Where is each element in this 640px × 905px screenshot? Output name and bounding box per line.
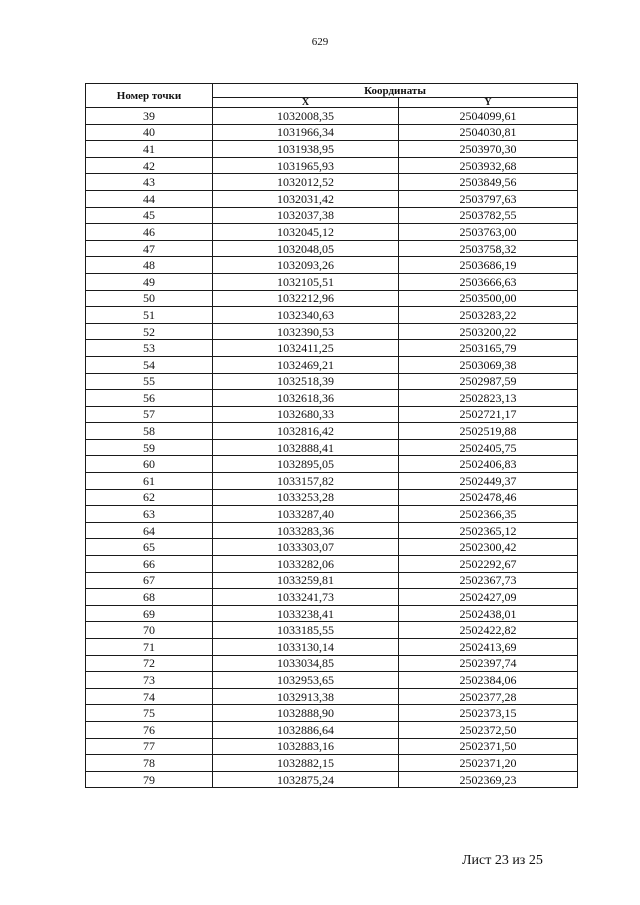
table-row xyxy=(86,738,578,755)
x-coordinate-cell: 1033253,28 xyxy=(213,489,399,506)
y-coordinate-cell: 2502519,88 xyxy=(399,423,578,440)
table-row xyxy=(86,224,578,241)
x-coordinate-cell: 1032518,39 xyxy=(213,373,399,390)
x-coordinate-cell: 1032411,25 xyxy=(213,340,399,357)
y-coordinate-cell: 2503797,63 xyxy=(399,190,578,207)
table-row xyxy=(86,556,578,573)
point-number-cell: 76 xyxy=(86,721,213,738)
table-row xyxy=(86,506,578,523)
table-row xyxy=(86,522,578,539)
table-row xyxy=(86,108,578,125)
x-coordinate-cell: 1031966,34 xyxy=(213,124,399,141)
x-coordinate-cell: 1032048,05 xyxy=(213,240,399,257)
y-coordinate-cell: 2502369,23 xyxy=(399,771,578,788)
table-row xyxy=(86,406,578,423)
x-coordinate-cell: 1033287,40 xyxy=(213,506,399,523)
x-coordinate-cell: 1032469,21 xyxy=(213,356,399,373)
point-number-cell: 62 xyxy=(86,489,213,506)
x-coordinate-cell: 1032031,42 xyxy=(213,190,399,207)
table-row xyxy=(86,688,578,705)
y-coordinate-cell: 2502366,35 xyxy=(399,506,578,523)
point-number-cell: 63 xyxy=(86,506,213,523)
y-coordinate-cell: 2502292,67 xyxy=(399,556,578,573)
table-row xyxy=(86,423,578,440)
x-coordinate-cell: 1032618,36 xyxy=(213,390,399,407)
table-row xyxy=(86,157,578,174)
x-coordinate-cell: 1032340,63 xyxy=(213,307,399,324)
table-row xyxy=(86,290,578,307)
table-row xyxy=(86,207,578,224)
y-coordinate-cell: 2502405,75 xyxy=(399,439,578,456)
header-point-number: Номер точки xyxy=(86,84,213,108)
table-row xyxy=(86,124,578,141)
point-number-cell: 60 xyxy=(86,456,213,473)
x-coordinate-cell: 1032390,53 xyxy=(213,323,399,340)
table-row xyxy=(86,539,578,556)
x-coordinate-cell: 1032212,96 xyxy=(213,290,399,307)
y-coordinate-cell: 2502449,37 xyxy=(399,473,578,490)
point-number-cell: 51 xyxy=(86,307,213,324)
table-row xyxy=(86,456,578,473)
x-coordinate-cell: 1033259,81 xyxy=(213,572,399,589)
y-coordinate-cell: 2503200,22 xyxy=(399,323,578,340)
y-coordinate-cell: 2503666,63 xyxy=(399,273,578,290)
header-x: X xyxy=(213,98,399,108)
table-row xyxy=(86,672,578,689)
point-number-cell: 75 xyxy=(86,705,213,722)
x-coordinate-cell: 1032953,65 xyxy=(213,672,399,689)
y-coordinate-cell: 2502377,28 xyxy=(399,688,578,705)
y-coordinate-cell: 2502367,73 xyxy=(399,572,578,589)
page-number: 629 xyxy=(311,36,329,48)
y-coordinate-cell: 2502406,83 xyxy=(399,456,578,473)
x-coordinate-cell: 1032093,26 xyxy=(213,257,399,274)
point-number-cell: 55 xyxy=(86,373,213,390)
x-coordinate-cell: 1032105,51 xyxy=(213,273,399,290)
table-row xyxy=(86,489,578,506)
point-number-cell: 79 xyxy=(86,771,213,788)
y-coordinate-cell: 2503069,38 xyxy=(399,356,578,373)
x-coordinate-cell: 1033238,41 xyxy=(213,605,399,622)
point-number-cell: 65 xyxy=(86,539,213,556)
y-coordinate-cell: 2502413,69 xyxy=(399,639,578,656)
header-y: Y xyxy=(399,98,578,108)
y-coordinate-cell: 2502373,15 xyxy=(399,705,578,722)
x-coordinate-cell: 1033241,73 xyxy=(213,589,399,606)
y-coordinate-cell: 2504030,81 xyxy=(399,124,578,141)
y-coordinate-cell: 2502397,74 xyxy=(399,655,578,672)
y-coordinate-cell: 2502823,13 xyxy=(399,390,578,407)
table-row xyxy=(86,307,578,324)
point-number-cell: 78 xyxy=(86,755,213,772)
y-coordinate-cell: 2502371,20 xyxy=(399,755,578,772)
x-coordinate-cell: 1031965,93 xyxy=(213,157,399,174)
x-coordinate-cell: 1033282,06 xyxy=(213,556,399,573)
y-coordinate-cell: 2503686,19 xyxy=(399,257,578,274)
y-coordinate-cell: 2503932,68 xyxy=(399,157,578,174)
point-number-cell: 40 xyxy=(86,124,213,141)
point-number-cell: 71 xyxy=(86,639,213,656)
x-coordinate-cell: 1033034,85 xyxy=(213,655,399,672)
table-row xyxy=(86,340,578,357)
table-row xyxy=(86,174,578,191)
table-row xyxy=(86,356,578,373)
y-coordinate-cell: 2502987,59 xyxy=(399,373,578,390)
y-coordinate-cell: 2503500,00 xyxy=(399,290,578,307)
y-coordinate-cell: 2502372,50 xyxy=(399,721,578,738)
x-coordinate-cell: 1032888,90 xyxy=(213,705,399,722)
point-number-cell: 47 xyxy=(86,240,213,257)
x-coordinate-cell: 1033130,14 xyxy=(213,639,399,656)
table-row xyxy=(86,439,578,456)
x-coordinate-cell: 1033283,36 xyxy=(213,522,399,539)
table-body xyxy=(86,108,578,788)
y-coordinate-cell: 2503970,30 xyxy=(399,141,578,158)
table-row xyxy=(86,390,578,407)
y-coordinate-cell: 2502427,09 xyxy=(399,589,578,606)
header-coordinates: Координаты xyxy=(213,84,578,98)
y-coordinate-cell: 2503283,22 xyxy=(399,307,578,324)
x-coordinate-cell: 1032886,64 xyxy=(213,721,399,738)
point-number-cell: 39 xyxy=(86,108,213,125)
table-row xyxy=(86,589,578,606)
table-row xyxy=(86,572,578,589)
table-row xyxy=(86,273,578,290)
table-row xyxy=(86,257,578,274)
table-row xyxy=(86,605,578,622)
table-row xyxy=(86,622,578,639)
point-number-cell: 77 xyxy=(86,738,213,755)
point-number-cell: 46 xyxy=(86,224,213,241)
point-number-cell: 69 xyxy=(86,605,213,622)
table-row xyxy=(86,755,578,772)
point-number-cell: 45 xyxy=(86,207,213,224)
x-coordinate-cell: 1033185,55 xyxy=(213,622,399,639)
point-number-cell: 61 xyxy=(86,473,213,490)
y-coordinate-cell: 2503758,32 xyxy=(399,240,578,257)
x-coordinate-cell: 1032882,15 xyxy=(213,755,399,772)
x-coordinate-cell: 1032037,38 xyxy=(213,207,399,224)
point-number-cell: 68 xyxy=(86,589,213,606)
point-number-cell: 72 xyxy=(86,655,213,672)
x-coordinate-cell: 1032888,41 xyxy=(213,439,399,456)
y-coordinate-cell: 2502365,12 xyxy=(399,522,578,539)
table-row xyxy=(86,705,578,722)
point-number-cell: 64 xyxy=(86,522,213,539)
table-row xyxy=(86,721,578,738)
point-number-cell: 41 xyxy=(86,141,213,158)
point-number-cell: 43 xyxy=(86,174,213,191)
table-row xyxy=(86,190,578,207)
point-number-cell: 53 xyxy=(86,340,213,357)
point-number-cell: 67 xyxy=(86,572,213,589)
x-coordinate-cell: 1032883,16 xyxy=(213,738,399,755)
table-row xyxy=(86,240,578,257)
sheet-counter: Лист 23 из 25 xyxy=(462,853,543,868)
y-coordinate-cell: 2503763,00 xyxy=(399,224,578,241)
point-number-cell: 48 xyxy=(86,257,213,274)
x-coordinate-cell: 1032913,38 xyxy=(213,688,399,705)
point-number-cell: 42 xyxy=(86,157,213,174)
x-coordinate-cell: 1033157,82 xyxy=(213,473,399,490)
table-row xyxy=(86,323,578,340)
y-coordinate-cell: 2502384,06 xyxy=(399,672,578,689)
y-coordinate-cell: 2502300,42 xyxy=(399,539,578,556)
y-coordinate-cell: 2503782,55 xyxy=(399,207,578,224)
point-number-cell: 57 xyxy=(86,406,213,423)
y-coordinate-cell: 2502478,46 xyxy=(399,489,578,506)
x-coordinate-cell: 1033303,07 xyxy=(213,539,399,556)
point-number-cell: 56 xyxy=(86,390,213,407)
y-coordinate-cell: 2503849,56 xyxy=(399,174,578,191)
table-row xyxy=(86,655,578,672)
point-number-cell: 66 xyxy=(86,556,213,573)
point-number-cell: 70 xyxy=(86,622,213,639)
point-number-cell: 44 xyxy=(86,190,213,207)
y-coordinate-cell: 2502371,50 xyxy=(399,738,578,755)
y-coordinate-cell: 2502438,01 xyxy=(399,605,578,622)
table-row xyxy=(86,373,578,390)
x-coordinate-cell: 1031938,95 xyxy=(213,141,399,158)
x-coordinate-cell: 1032012,52 xyxy=(213,174,399,191)
point-number-cell: 54 xyxy=(86,356,213,373)
point-number-cell: 49 xyxy=(86,273,213,290)
table-row xyxy=(86,141,578,158)
point-number-cell: 58 xyxy=(86,423,213,440)
x-coordinate-cell: 1032045,12 xyxy=(213,224,399,241)
table-row xyxy=(86,771,578,788)
point-number-cell: 59 xyxy=(86,439,213,456)
x-coordinate-cell: 1032816,42 xyxy=(213,423,399,440)
table-row xyxy=(86,473,578,490)
y-coordinate-cell: 2502721,17 xyxy=(399,406,578,423)
x-coordinate-cell: 1032895,05 xyxy=(213,456,399,473)
x-coordinate-cell: 1032008,35 xyxy=(213,108,399,125)
x-coordinate-cell: 1032680,33 xyxy=(213,406,399,423)
point-number-cell: 50 xyxy=(86,290,213,307)
point-number-cell: 73 xyxy=(86,672,213,689)
y-coordinate-cell: 2504099,61 xyxy=(399,108,578,125)
y-coordinate-cell: 2503165,79 xyxy=(399,340,578,357)
table-row xyxy=(86,639,578,656)
coordinates-table xyxy=(85,83,578,788)
y-coordinate-cell: 2502422,82 xyxy=(399,622,578,639)
point-number-cell: 52 xyxy=(86,323,213,340)
x-coordinate-cell: 1032875,24 xyxy=(213,771,399,788)
point-number-cell: 74 xyxy=(86,688,213,705)
